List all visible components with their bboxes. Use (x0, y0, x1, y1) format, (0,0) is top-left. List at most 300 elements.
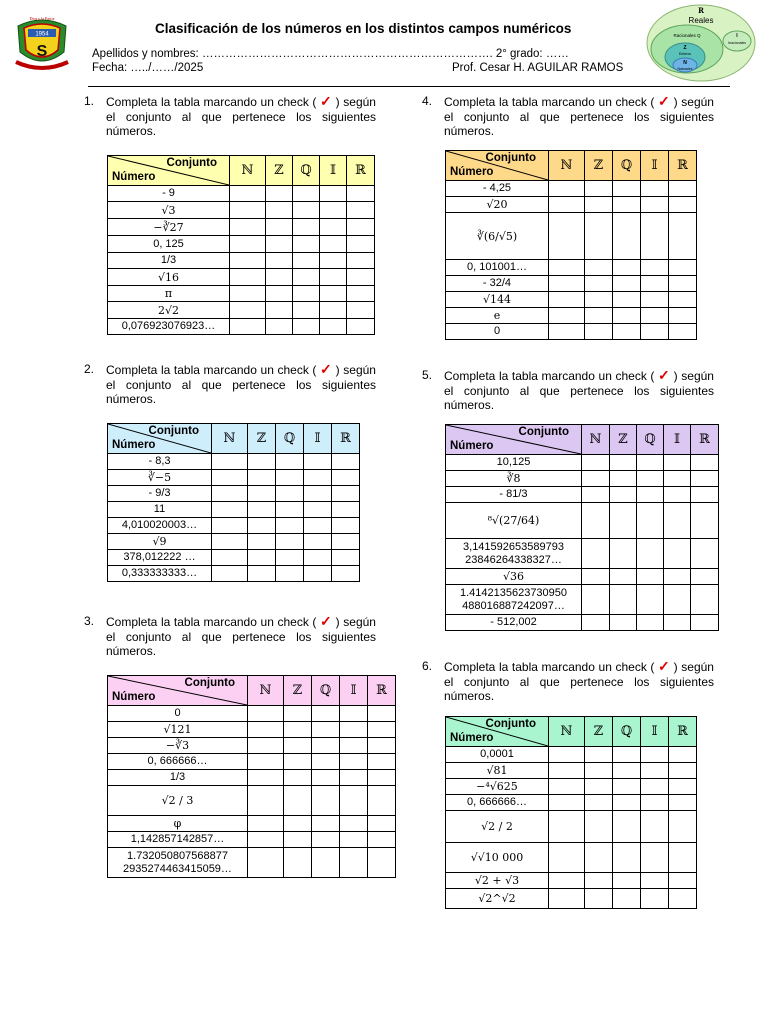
check-cell[interactable] (664, 487, 691, 503)
check-cell[interactable] (230, 269, 266, 286)
name-grade-line: Apellidos y nombres: …………………………………………………………………. 2° grado: …… (92, 48, 569, 60)
check-cell[interactable] (293, 202, 320, 219)
check-cell[interactable] (637, 569, 664, 585)
check-cell[interactable] (669, 292, 697, 308)
check-cell[interactable] (347, 219, 375, 236)
check-cell[interactable] (340, 832, 368, 848)
check-cell[interactable] (641, 292, 669, 308)
check-cell[interactable] (613, 795, 641, 811)
check-cell[interactable] (284, 848, 312, 878)
check-cell[interactable] (266, 319, 293, 335)
check-cell[interactable] (641, 763, 669, 779)
check-cell[interactable] (284, 832, 312, 848)
check-cell[interactable] (585, 779, 613, 795)
table-row (108, 518, 360, 534)
check-cell[interactable] (293, 286, 320, 302)
check-cell[interactable] (613, 276, 641, 292)
check-cell[interactable] (248, 754, 284, 770)
number-cell: 0,0001 (446, 747, 549, 763)
check-cell[interactable] (549, 747, 585, 763)
table-row (446, 873, 697, 889)
check-cell[interactable] (613, 779, 641, 795)
check-cell[interactable] (230, 219, 266, 236)
check-cell[interactable] (304, 550, 332, 566)
check-cell[interactable] (613, 811, 641, 843)
check-cell[interactable] (664, 585, 691, 615)
check-cell[interactable] (585, 324, 613, 340)
instruction-close: ) (335, 615, 340, 629)
table-row (446, 260, 697, 276)
check-cell[interactable] (248, 832, 284, 848)
check-cell[interactable] (549, 795, 585, 811)
check-cell[interactable] (637, 503, 664, 539)
check-cell[interactable] (312, 770, 340, 786)
check-cell[interactable] (284, 722, 312, 738)
check-cell[interactable] (284, 816, 312, 832)
table-row (446, 779, 697, 795)
check-cell[interactable] (585, 197, 613, 213)
check-cell[interactable] (669, 308, 697, 324)
check-cell[interactable] (312, 832, 340, 848)
check-cell[interactable] (347, 319, 375, 335)
check-cell[interactable] (312, 786, 340, 816)
set-header: ℕ (230, 156, 266, 186)
check-cell[interactable] (691, 455, 719, 471)
table-row (108, 286, 375, 302)
check-cell[interactable] (320, 219, 347, 236)
check-cell[interactable] (610, 569, 637, 585)
check-cell[interactable] (276, 502, 304, 518)
check-cell[interactable] (347, 236, 375, 253)
check-cell[interactable] (669, 197, 697, 213)
check-cell[interactable] (304, 486, 332, 502)
check-cell[interactable] (585, 747, 613, 763)
check-cell[interactable] (312, 722, 340, 738)
check-cell[interactable] (582, 471, 610, 487)
check-cell[interactable] (266, 269, 293, 286)
check-cell[interactable] (641, 889, 669, 909)
check-cell[interactable] (669, 324, 697, 340)
check-cell[interactable] (641, 197, 669, 213)
check-cell[interactable] (332, 566, 360, 582)
check-cell[interactable] (585, 292, 613, 308)
table-row (108, 202, 375, 219)
check-cell[interactable] (613, 197, 641, 213)
check-cell[interactable] (320, 236, 347, 253)
check-cell[interactable] (664, 503, 691, 539)
check-cell[interactable] (332, 454, 360, 470)
exercise-instruction (84, 614, 384, 660)
table-row (108, 786, 396, 816)
check-cell[interactable] (664, 615, 691, 631)
check-cell[interactable] (549, 873, 585, 889)
check-cell[interactable] (293, 319, 320, 335)
check-cell[interactable] (340, 706, 368, 722)
check-cell[interactable] (248, 706, 284, 722)
check-cell[interactable] (610, 539, 637, 569)
check-cell[interactable] (610, 503, 637, 539)
header-numero: Número (112, 691, 156, 703)
check-cell[interactable] (212, 470, 248, 486)
check-cell[interactable] (664, 539, 691, 569)
check-cell[interactable] (585, 811, 613, 843)
check-cell[interactable] (266, 253, 293, 269)
svg-text:Z: Z (683, 45, 687, 51)
check-cell[interactable] (230, 236, 266, 253)
check-cell[interactable] (368, 754, 396, 770)
check-cell[interactable] (691, 585, 719, 615)
instruction-lead: Completa la tabla marcando un check ( (444, 369, 655, 383)
check-cell[interactable] (293, 236, 320, 253)
check-cell[interactable] (340, 848, 368, 878)
number-cell: √2 + √3 (446, 873, 549, 889)
check-cell[interactable] (610, 455, 637, 471)
check-cell[interactable] (549, 889, 585, 909)
number-cell: φ (108, 816, 248, 832)
check-cell[interactable] (582, 615, 610, 631)
check-cell[interactable] (284, 770, 312, 786)
check-cell[interactable] (641, 873, 669, 889)
check-cell[interactable] (284, 706, 312, 722)
check-cell[interactable] (641, 213, 669, 260)
check-cell[interactable] (641, 181, 669, 197)
check-cell[interactable] (340, 722, 368, 738)
set-header: ℕ (248, 676, 284, 706)
check-cell[interactable] (585, 873, 613, 889)
check-cell[interactable] (641, 795, 669, 811)
check-cell[interactable] (582, 585, 610, 615)
classification-table (445, 150, 697, 340)
check-cell[interactable] (320, 186, 347, 202)
check-cell[interactable] (585, 763, 613, 779)
check-cell[interactable] (212, 518, 248, 534)
svg-text:Racionales Q: Racionales Q (673, 33, 701, 38)
header-numero: Número (450, 440, 494, 452)
check-cell[interactable] (549, 811, 585, 843)
check-cell[interactable] (641, 779, 669, 795)
check-cell[interactable] (284, 754, 312, 770)
check-cell[interactable] (248, 770, 284, 786)
check-cell[interactable] (266, 302, 293, 319)
check-cell[interactable] (212, 486, 248, 502)
set-header: ℝ (669, 717, 697, 747)
check-cell[interactable] (293, 186, 320, 202)
check-cell[interactable] (212, 454, 248, 470)
check-cell[interactable] (293, 253, 320, 269)
number-cell: 1.732050807568877 2935274463415059… (108, 848, 248, 878)
check-cell[interactable] (637, 539, 664, 569)
check-cell[interactable] (248, 786, 284, 816)
set-header: ℕ (212, 424, 248, 454)
header-conjunto: Conjunto (184, 677, 235, 689)
check-cell[interactable] (641, 324, 669, 340)
diagonal-header-cell (446, 425, 582, 455)
check-cell[interactable] (585, 889, 613, 909)
check-cell[interactable] (669, 213, 697, 260)
check-cell[interactable] (304, 566, 332, 582)
check-cell[interactable] (248, 534, 276, 550)
number-cell: √20 (446, 197, 549, 213)
check-cell[interactable] (669, 779, 697, 795)
check-cell[interactable] (248, 454, 276, 470)
check-cell[interactable] (276, 486, 304, 502)
check-cell[interactable] (691, 471, 719, 487)
table-header-row (108, 676, 396, 706)
exercise-number: 1. (84, 94, 95, 108)
svg-text:R: R (698, 6, 704, 15)
svg-text:N: N (683, 60, 687, 66)
check-cell[interactable] (691, 503, 719, 539)
check-cell[interactable] (585, 213, 613, 260)
check-cell[interactable] (266, 219, 293, 236)
check-cell[interactable] (304, 470, 332, 486)
check-cell[interactable] (276, 454, 304, 470)
check-cell[interactable] (669, 747, 697, 763)
check-cell[interactable] (212, 502, 248, 518)
set-header: 𝕀 (664, 425, 691, 455)
check-cell[interactable] (613, 873, 641, 889)
check-cell[interactable] (320, 202, 347, 219)
check-cell[interactable] (691, 615, 719, 631)
check-cell[interactable] (248, 502, 276, 518)
table-row (446, 324, 697, 340)
check-cell[interactable] (582, 569, 610, 585)
check-cell[interactable] (582, 455, 610, 471)
check-cell[interactable] (610, 585, 637, 615)
check-cell[interactable] (230, 286, 266, 302)
check-cell[interactable] (276, 566, 304, 582)
check-cell[interactable] (332, 470, 360, 486)
set-header: ℚ (613, 151, 641, 181)
check-cell[interactable] (248, 518, 276, 534)
check-cell[interactable] (669, 889, 697, 909)
check-cell[interactable] (582, 487, 610, 503)
check-cell[interactable] (641, 843, 669, 873)
header-conjunto: Conjunto (485, 718, 536, 730)
table-row (108, 302, 375, 319)
check-cell[interactable] (637, 585, 664, 615)
check-cell[interactable] (585, 260, 613, 276)
table-row (446, 569, 719, 585)
check-cell[interactable] (248, 738, 284, 754)
check-cell[interactable] (347, 286, 375, 302)
table-row (446, 455, 719, 471)
check-cell[interactable] (312, 738, 340, 754)
check-cell[interactable] (304, 534, 332, 550)
check-cell[interactable] (320, 253, 347, 269)
check-cell[interactable] (669, 873, 697, 889)
check-cell[interactable] (549, 260, 585, 276)
check-cell[interactable] (637, 615, 664, 631)
number-cell: 0 (446, 324, 549, 340)
check-cell[interactable] (212, 550, 248, 566)
check-cell[interactable] (549, 324, 585, 340)
check-cell[interactable] (585, 276, 613, 292)
check-cell[interactable] (332, 534, 360, 550)
check-cell[interactable] (332, 486, 360, 502)
check-cell[interactable] (276, 550, 304, 566)
check-cell[interactable] (332, 502, 360, 518)
check-cell[interactable] (230, 302, 266, 319)
check-cell[interactable] (613, 324, 641, 340)
set-header: 𝕀 (641, 151, 669, 181)
check-cell[interactable] (549, 843, 585, 873)
set-header: ℚ (293, 156, 320, 186)
table-row (446, 213, 697, 260)
check-cell[interactable] (549, 763, 585, 779)
check-cell[interactable] (691, 539, 719, 569)
check-cell[interactable] (340, 738, 368, 754)
check-cell[interactable] (293, 219, 320, 236)
check-icon: ✓ (658, 658, 671, 674)
check-icon: ✓ (320, 613, 333, 629)
check-cell[interactable] (368, 816, 396, 832)
check-cell[interactable] (641, 276, 669, 292)
check-cell[interactable] (284, 786, 312, 816)
check-cell[interactable] (248, 848, 284, 878)
check-cell[interactable] (368, 832, 396, 848)
check-cell[interactable] (664, 471, 691, 487)
check-cell[interactable] (266, 202, 293, 219)
check-cell[interactable] (293, 302, 320, 319)
check-cell[interactable] (664, 569, 691, 585)
check-cell[interactable] (368, 722, 396, 738)
check-cell[interactable] (613, 747, 641, 763)
check-cell[interactable] (347, 302, 375, 319)
check-cell[interactable] (582, 503, 610, 539)
check-cell[interactable] (613, 308, 641, 324)
check-cell[interactable] (304, 502, 332, 518)
check-cell[interactable] (230, 253, 266, 269)
check-cell[interactable] (549, 308, 585, 324)
check-cell[interactable] (332, 550, 360, 566)
check-cell[interactable] (549, 276, 585, 292)
check-cell[interactable] (610, 487, 637, 503)
check-cell[interactable] (637, 471, 664, 487)
check-cell[interactable] (304, 454, 332, 470)
check-cell[interactable] (669, 276, 697, 292)
check-cell[interactable] (320, 269, 347, 286)
check-cell[interactable] (340, 816, 368, 832)
check-cell[interactable] (340, 786, 368, 816)
check-cell[interactable] (641, 260, 669, 276)
check-cell[interactable] (248, 722, 284, 738)
check-cell[interactable] (347, 269, 375, 286)
check-cell[interactable] (368, 738, 396, 754)
check-cell[interactable] (582, 539, 610, 569)
check-cell[interactable] (368, 848, 396, 878)
check-cell[interactable] (368, 770, 396, 786)
check-cell[interactable] (613, 889, 641, 909)
check-cell[interactable] (549, 292, 585, 308)
check-cell[interactable] (248, 566, 276, 582)
check-cell[interactable] (669, 181, 697, 197)
svg-text:I: I (736, 33, 738, 39)
check-cell[interactable] (641, 811, 669, 843)
check-cell[interactable] (664, 455, 691, 471)
check-cell[interactable] (368, 786, 396, 816)
check-cell[interactable] (304, 518, 332, 534)
check-cell[interactable] (613, 181, 641, 197)
check-cell[interactable] (641, 747, 669, 763)
check-cell[interactable] (347, 186, 375, 202)
check-cell[interactable] (549, 197, 585, 213)
check-cell[interactable] (276, 534, 304, 550)
check-cell[interactable] (613, 763, 641, 779)
check-cell[interactable] (266, 286, 293, 302)
check-cell[interactable] (549, 181, 585, 197)
check-cell[interactable] (312, 848, 340, 878)
check-cell[interactable] (320, 302, 347, 319)
classification-table (107, 675, 396, 878)
check-cell[interactable] (368, 706, 396, 722)
check-cell[interactable] (347, 253, 375, 269)
check-cell[interactable] (248, 486, 276, 502)
instruction-rest: según el conjunto al que pertenece los siguientes números. (106, 615, 376, 658)
check-cell[interactable] (332, 518, 360, 534)
check-cell[interactable] (320, 286, 347, 302)
check-cell[interactable] (347, 202, 375, 219)
check-cell[interactable] (320, 319, 347, 335)
check-cell[interactable] (691, 569, 719, 585)
check-cell[interactable] (340, 754, 368, 770)
check-cell[interactable] (284, 738, 312, 754)
check-cell[interactable] (212, 534, 248, 550)
check-cell[interactable] (312, 816, 340, 832)
check-cell[interactable] (230, 186, 266, 202)
check-cell[interactable] (610, 615, 637, 631)
check-cell[interactable] (641, 308, 669, 324)
check-cell[interactable] (293, 269, 320, 286)
check-cell[interactable] (585, 795, 613, 811)
check-cell[interactable] (613, 292, 641, 308)
check-cell[interactable] (248, 470, 276, 486)
table-row (108, 770, 396, 786)
check-cell[interactable] (691, 487, 719, 503)
check-cell[interactable] (669, 795, 697, 811)
check-cell[interactable] (212, 566, 248, 582)
check-cell[interactable] (266, 186, 293, 202)
check-cell[interactable] (669, 260, 697, 276)
check-cell[interactable] (669, 843, 697, 873)
check-cell[interactable] (669, 811, 697, 843)
check-cell[interactable] (585, 843, 613, 873)
check-cell[interactable] (669, 763, 697, 779)
check-cell[interactable] (613, 213, 641, 260)
check-cell[interactable] (248, 550, 276, 566)
check-cell[interactable] (585, 181, 613, 197)
check-cell[interactable] (613, 260, 641, 276)
check-cell[interactable] (610, 471, 637, 487)
check-cell[interactable] (585, 308, 613, 324)
table-row (446, 181, 697, 197)
check-cell[interactable] (276, 518, 304, 534)
check-cell[interactable] (312, 706, 340, 722)
check-cell[interactable] (266, 236, 293, 253)
check-cell[interactable] (276, 470, 304, 486)
check-cell[interactable] (312, 754, 340, 770)
check-cell[interactable] (549, 213, 585, 260)
check-cell[interactable] (340, 770, 368, 786)
check-cell[interactable] (549, 779, 585, 795)
check-cell[interactable] (613, 843, 641, 873)
check-cell[interactable] (248, 816, 284, 832)
check-cell[interactable] (230, 202, 266, 219)
classification-table (445, 716, 697, 909)
check-cell[interactable] (230, 319, 266, 335)
check-cell[interactable] (637, 455, 664, 471)
check-cell[interactable] (637, 487, 664, 503)
